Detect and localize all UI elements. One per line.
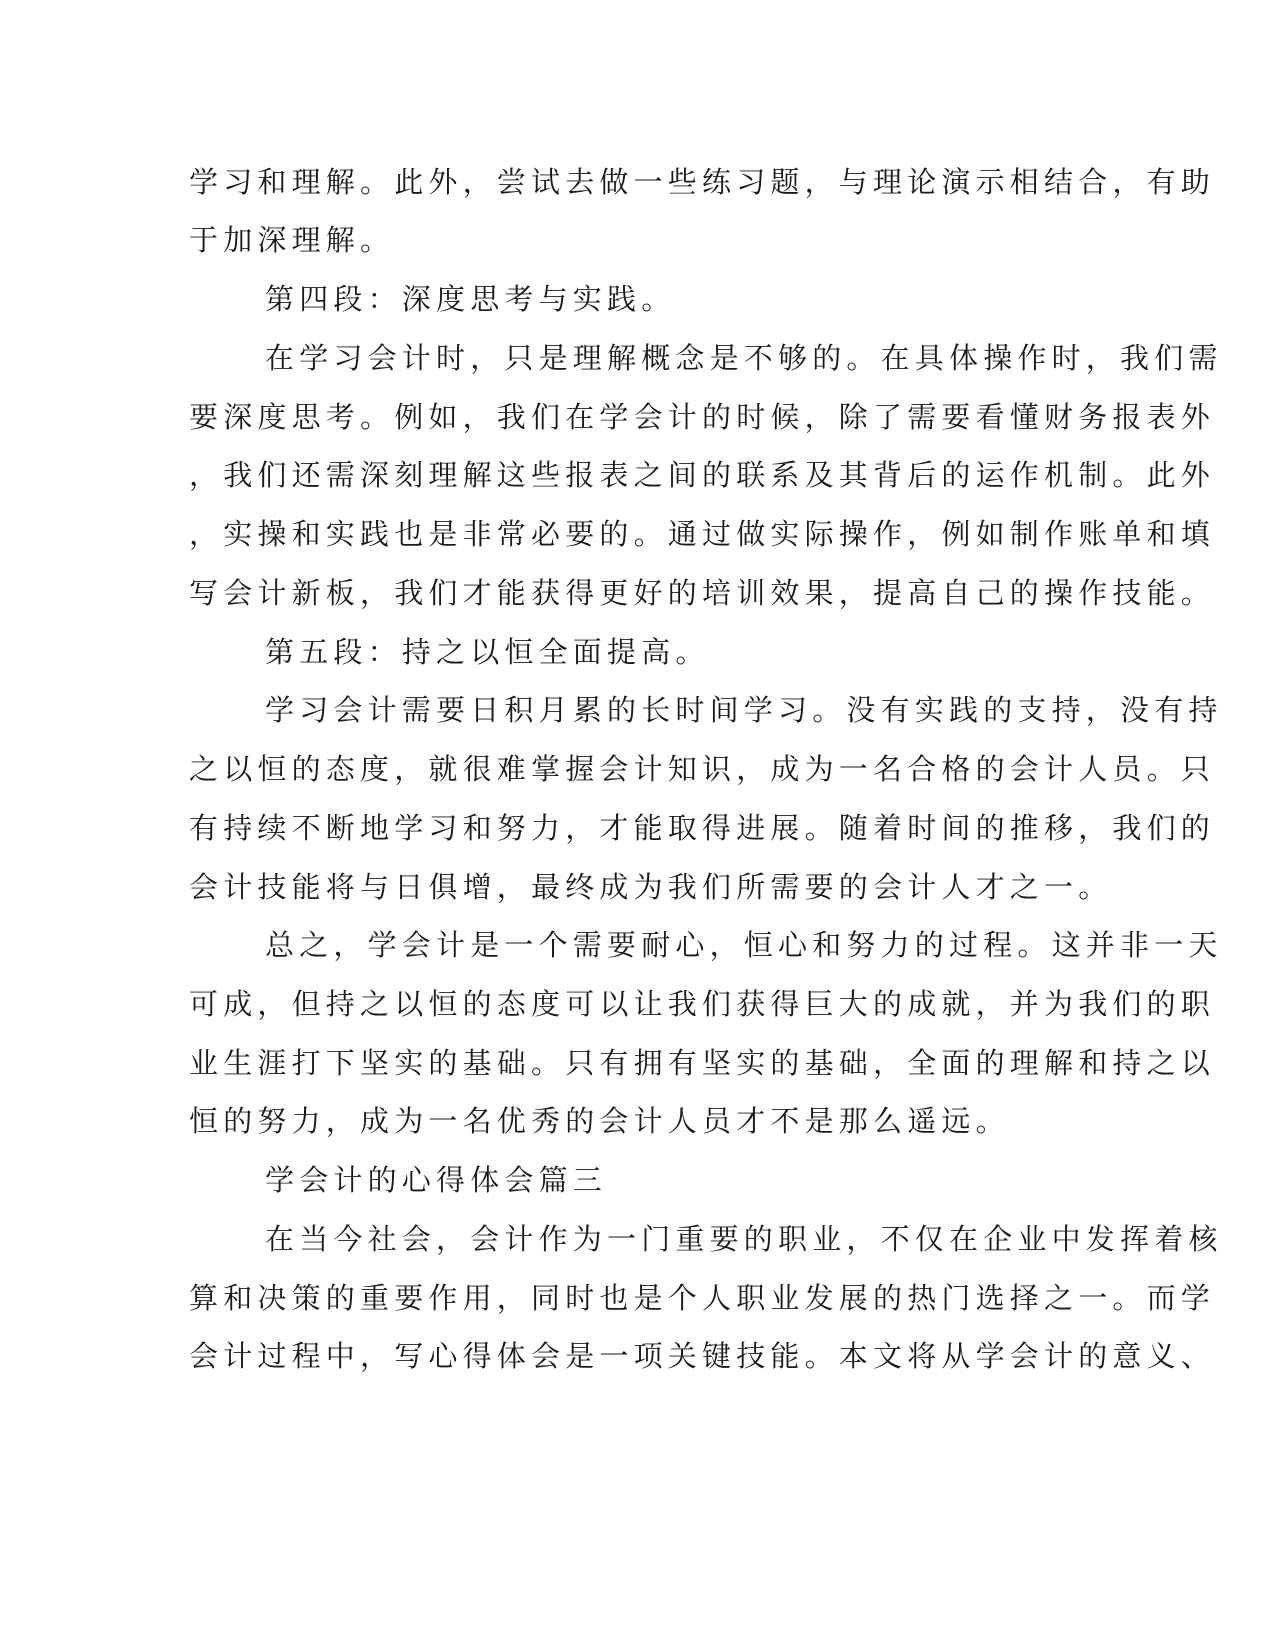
text-line: 可成，但持之以恒的态度可以让我们获得巨大的成就，并为我们的职 [189, 987, 1216, 1021]
section-heading: 第五段：持之以恒全面提高。 [265, 635, 710, 669]
section-title: 学会计的心得体会篇三 [265, 1163, 608, 1197]
text-line: 要深度思考。例如，我们在学会计的时候，除了需要看懂财务报表外 [189, 400, 1216, 434]
text-line: ，实操和实践也是非常必要的。通过做实际操作，例如制作账单和填 [189, 517, 1216, 551]
text-line: 总之，学会计是一个需要耐心，恒心和努力的过程。这并非一天 [265, 928, 1223, 962]
text-line: 于加深理解。 [189, 223, 395, 257]
text-line: 算和决策的重要作用，同时也是个人职业发展的热门选择之一。而学 [189, 1281, 1216, 1315]
text-line: 学习会计需要日积月累的长时间学习。没有实践的支持，没有持 [265, 693, 1223, 727]
text-line: 之以恒的态度，就很难掌握会计知识，成为一名合格的会计人员。只 [189, 752, 1216, 786]
text-line: 有持续不断地学习和努力，才能取得进展。随着时间的推移，我们的 [189, 811, 1216, 845]
text-line: 学习和理解。此外，尝试去做一些练习题，与理论演示相结合，有助 [189, 165, 1216, 199]
text-line: ，我们还需深刻理解这些报表之间的联系及其背后的运作机制。此外 [189, 458, 1216, 492]
text-line: 在当今社会，会计作为一门重要的职业，不仅在企业中发挥着核 [265, 1222, 1223, 1256]
text-line: 恒的努力，成为一名优秀的会计人员才不是那么遥远。 [189, 1104, 1010, 1138]
text-line: 会计技能将与日俱增，最终成为我们所需要的会计人才之一。 [189, 870, 1113, 904]
text-line: 写会计新板，我们才能获得更好的培训效果，提高自己的操作技能。 [189, 576, 1216, 610]
text-line: 业生涯打下坚实的基础。只有拥有坚实的基础，全面的理解和持之以 [189, 1046, 1216, 1080]
text-line: 会计过程中，写心得体会是一项关键技能。本文将从学会计的意义、 [189, 1339, 1216, 1373]
text-line: 在学习会计时，只是理解概念是不够的。在具体操作时，我们需 [265, 341, 1223, 375]
section-heading: 第四段：深度思考与实践。 [265, 282, 676, 316]
